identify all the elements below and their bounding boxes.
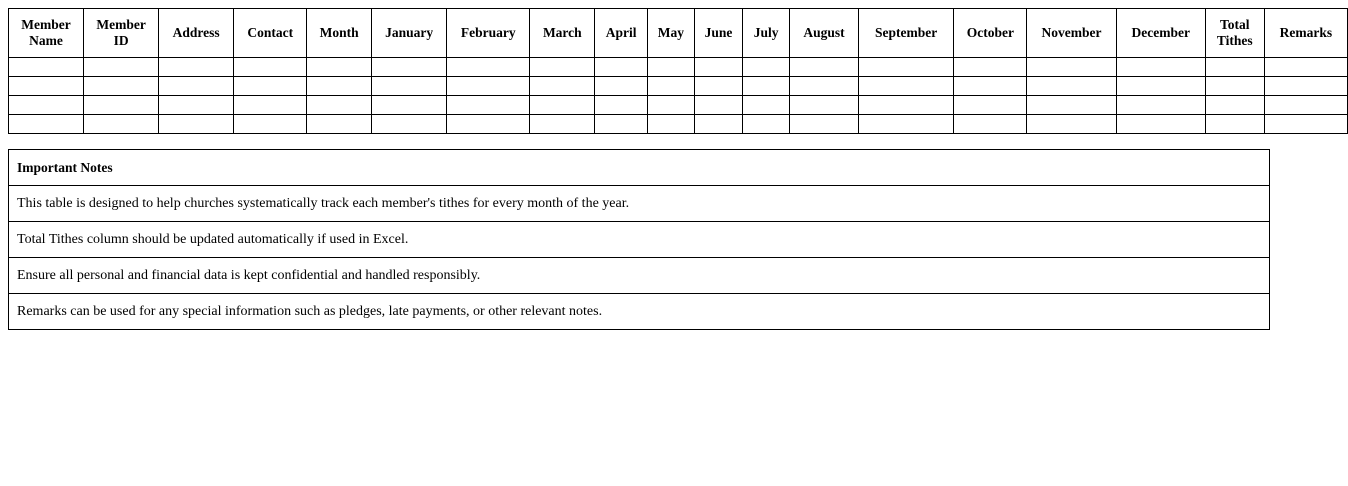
cell-address[interactable] xyxy=(159,96,234,115)
cell-address[interactable] xyxy=(159,115,234,134)
note-row xyxy=(9,222,1270,258)
cell-march[interactable] xyxy=(530,77,595,96)
cell-october[interactable] xyxy=(954,96,1027,115)
cell-remarks[interactable] xyxy=(1264,96,1347,115)
column-header-remarks: Remarks xyxy=(1264,9,1347,58)
cell-december[interactable] xyxy=(1116,58,1205,77)
cell-november[interactable] xyxy=(1027,96,1116,115)
cell-april[interactable] xyxy=(595,96,648,115)
cell-contact[interactable] xyxy=(234,115,307,134)
cell-september[interactable] xyxy=(858,77,953,96)
column-header-address: Address xyxy=(159,9,234,58)
column-header-january: January xyxy=(372,9,447,58)
cell-may[interactable] xyxy=(648,77,695,96)
cell-november[interactable] xyxy=(1027,58,1116,77)
cell-september[interactable] xyxy=(858,58,953,77)
cell-september[interactable] xyxy=(858,115,953,134)
notes-title-row xyxy=(9,150,1270,186)
tithes-table xyxy=(8,8,1348,134)
column-header-december: December xyxy=(1116,9,1205,58)
cell-month[interactable] xyxy=(307,77,372,96)
column-header-september: September xyxy=(858,9,953,58)
cell-may[interactable] xyxy=(648,115,695,134)
cell-august[interactable] xyxy=(790,77,859,96)
cell-july[interactable] xyxy=(743,58,790,77)
note-item-1: This table is designed to help churches systematically track each member's tithes for every month of the year. xyxy=(9,186,1270,222)
cell-november[interactable] xyxy=(1027,115,1116,134)
column-header-july: July xyxy=(743,9,790,58)
cell-member-name[interactable] xyxy=(9,96,84,115)
column-header-august: August xyxy=(790,9,859,58)
cell-january[interactable] xyxy=(372,77,447,96)
table-row[interactable] xyxy=(9,115,1348,134)
cell-member-id[interactable] xyxy=(84,96,159,115)
cell-june[interactable] xyxy=(694,58,743,77)
cell-july[interactable] xyxy=(743,96,790,115)
column-header-october: October xyxy=(954,9,1027,58)
tithes-table-container xyxy=(8,8,1348,134)
column-header-contact: Contact xyxy=(234,9,307,58)
cell-contact[interactable] xyxy=(234,96,307,115)
cell-march[interactable] xyxy=(530,58,595,77)
column-header-march: March xyxy=(530,9,595,58)
cell-member-id[interactable] xyxy=(84,77,159,96)
cell-september[interactable] xyxy=(858,96,953,115)
cell-august[interactable] xyxy=(790,58,859,77)
table-row[interactable] xyxy=(9,58,1348,77)
cell-member-name[interactable] xyxy=(9,77,84,96)
cell-april[interactable] xyxy=(595,58,648,77)
column-header-total-tithes: Total Tithes xyxy=(1205,9,1264,58)
note-row xyxy=(9,294,1270,330)
cell-remarks[interactable] xyxy=(1264,58,1347,77)
cell-may[interactable] xyxy=(648,58,695,77)
cell-remarks[interactable] xyxy=(1264,115,1347,134)
cell-august[interactable] xyxy=(790,115,859,134)
cell-month[interactable] xyxy=(307,115,372,134)
cell-total-tithes[interactable] xyxy=(1205,96,1264,115)
table-row[interactable] xyxy=(9,96,1348,115)
column-header-member-id: Member ID xyxy=(84,9,159,58)
cell-june[interactable] xyxy=(694,115,743,134)
cell-member-id[interactable] xyxy=(84,115,159,134)
cell-december[interactable] xyxy=(1116,96,1205,115)
cell-february[interactable] xyxy=(447,96,530,115)
table-header-row xyxy=(9,9,1348,58)
column-header-member-name: Member Name xyxy=(9,9,84,58)
cell-month[interactable] xyxy=(307,58,372,77)
table-row[interactable] xyxy=(9,77,1348,96)
cell-total-tithes[interactable] xyxy=(1205,115,1264,134)
cell-member-id[interactable] xyxy=(84,58,159,77)
cell-total-tithes[interactable] xyxy=(1205,58,1264,77)
cell-july[interactable] xyxy=(743,77,790,96)
cell-november[interactable] xyxy=(1027,77,1116,96)
cell-october[interactable] xyxy=(954,77,1027,96)
cell-may[interactable] xyxy=(648,96,695,115)
note-item-4: Remarks can be used for any special information such as pledges, late payments, or other relevant notes. xyxy=(9,294,1270,330)
cell-june[interactable] xyxy=(694,77,743,96)
cell-october[interactable] xyxy=(954,58,1027,77)
column-header-may: May xyxy=(648,9,695,58)
note-row xyxy=(9,258,1270,294)
column-header-november: November xyxy=(1027,9,1116,58)
cell-month[interactable] xyxy=(307,96,372,115)
cell-april[interactable] xyxy=(595,77,648,96)
cell-address[interactable] xyxy=(159,77,234,96)
cell-june[interactable] xyxy=(694,96,743,115)
cell-october[interactable] xyxy=(954,115,1027,134)
column-header-month: Month xyxy=(307,9,372,58)
cell-total-tithes[interactable] xyxy=(1205,77,1264,96)
cell-january[interactable] xyxy=(372,115,447,134)
cell-member-name[interactable] xyxy=(9,115,84,134)
column-header-february: February xyxy=(447,9,530,58)
column-header-april: April xyxy=(595,9,648,58)
cell-february[interactable] xyxy=(447,77,530,96)
cell-address[interactable] xyxy=(159,58,234,77)
cell-march[interactable] xyxy=(530,96,595,115)
note-item-2: Total Tithes column should be updated automatically if used in Excel. xyxy=(9,222,1270,258)
cell-july[interactable] xyxy=(743,115,790,134)
cell-april[interactable] xyxy=(595,115,648,134)
cell-february[interactable] xyxy=(447,58,530,77)
cell-remarks[interactable] xyxy=(1264,77,1347,96)
column-header-june: June xyxy=(694,9,743,58)
cell-january[interactable] xyxy=(372,58,447,77)
note-row xyxy=(9,186,1270,222)
cell-february[interactable] xyxy=(447,115,530,134)
cell-contact[interactable] xyxy=(234,58,307,77)
cell-contact[interactable] xyxy=(234,77,307,96)
important-notes-table xyxy=(8,149,1270,330)
cell-december[interactable] xyxy=(1116,115,1205,134)
notes-title: Important Notes xyxy=(9,150,1270,186)
cell-august[interactable] xyxy=(790,96,859,115)
cell-january[interactable] xyxy=(372,96,447,115)
cell-member-name[interactable] xyxy=(9,58,84,77)
cell-december[interactable] xyxy=(1116,77,1205,96)
cell-march[interactable] xyxy=(530,115,595,134)
note-item-3: Ensure all personal and financial data is kept confidential and handled responsibly. xyxy=(9,258,1270,294)
